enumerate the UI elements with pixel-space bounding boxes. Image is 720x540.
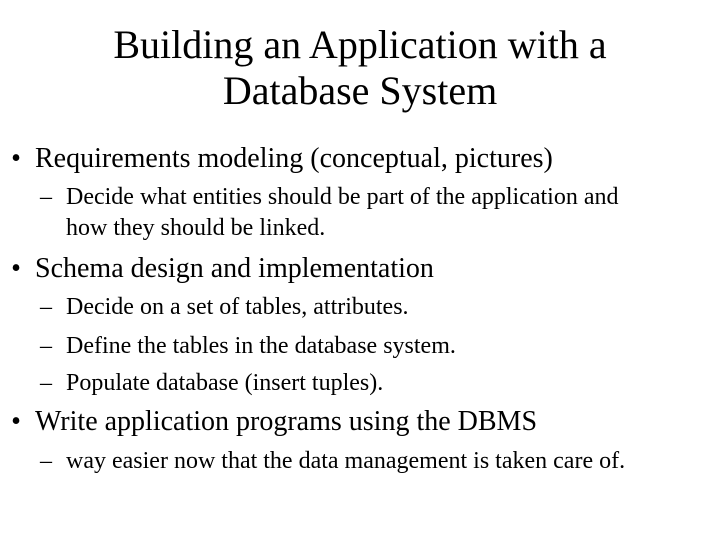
- bullet-text: Requirements modeling (conceptual, pictures): [35, 143, 553, 174]
- bullet-icon: •: [11, 143, 21, 174]
- sub-bullet-text: [66, 292, 409, 323]
- sub-bullet-line-1: Define the tables in the database system.: [66, 333, 456, 359]
- bullet-text: Schema design and implementation: [35, 253, 434, 284]
- sub-bullet-line-1: Decide on a set of tables, attributes.: [66, 294, 409, 320]
- slide-title-line-2: Database System: [222, 68, 498, 113]
- dash-icon: –: [40, 448, 52, 474]
- sub-bullet-line-1: Decide what entities should be part of the application and: [66, 184, 619, 210]
- bullet-text: Write application programs using the DBMS: [35, 406, 538, 437]
- sub-bullet-text: [66, 368, 383, 399]
- bullet-icon: •: [11, 253, 21, 284]
- dash-icon: –: [40, 294, 52, 320]
- slide-title: [0, 22, 720, 114]
- sub-bullet-line-1: way easier now that the data management is taken care of.: [66, 448, 626, 474]
- sub-bullet-line-1: Populate database (insert tuples).: [66, 370, 384, 396]
- slide-title-line-1: Building an Application with a: [113, 22, 607, 67]
- sub-bullet-text: [66, 182, 619, 244]
- dash-icon: –: [40, 184, 52, 210]
- dash-icon: –: [40, 370, 52, 396]
- sub-bullet-line-2: how they should be linked.: [66, 215, 326, 241]
- sub-bullet-text: [66, 446, 625, 477]
- sub-bullet-text: [66, 331, 456, 362]
- dash-icon: –: [40, 333, 52, 359]
- bullet-icon: •: [11, 406, 21, 437]
